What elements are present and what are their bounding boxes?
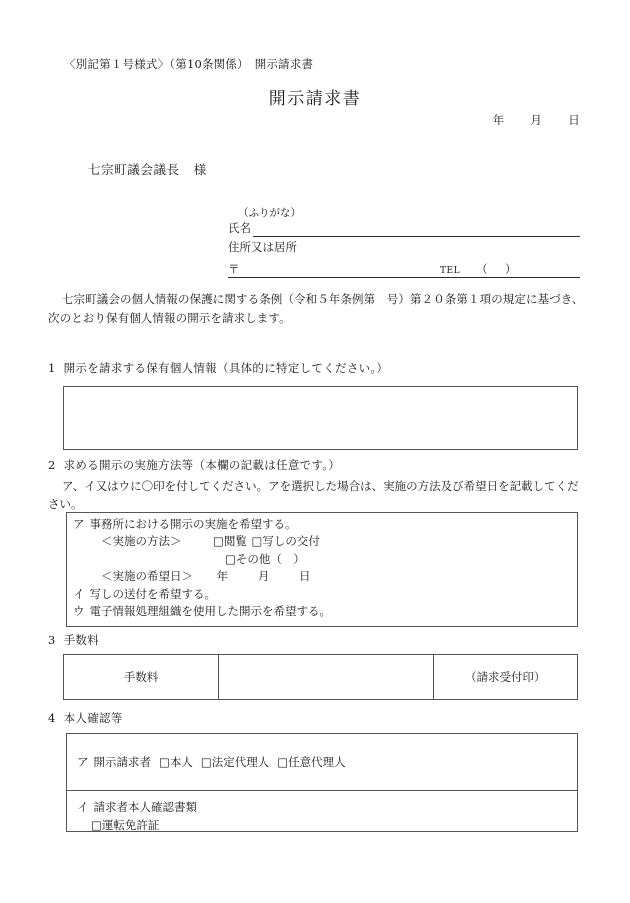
name-field-row [228,220,580,237]
furigana-label: （ふりがな） [238,207,301,219]
section-2-option-list [67,513,577,621]
form-code-label: 〈別記第１号様式〉（第10条関係） 開示請求書 [64,57,314,71]
option-a-text: 事務所における開示の実施を希望する。 [89,517,297,531]
address-label: 住所又は居所 [228,240,297,255]
addressee-honorific: 様 [193,162,207,177]
checkbox-voluntary-agent[interactable]: □任意代理人 [277,755,346,769]
checkbox-copy-delivery[interactable]: □写しの交付 [251,534,320,549]
section-3-title: 手数料 [63,633,100,647]
fee-label-cell: 手数料 [64,655,219,700]
method-other-row [73,551,577,568]
section-2-options-box [66,512,578,627]
option-b-marker: イ [73,586,85,601]
section-4-heading [48,710,123,726]
identity-documents-row [67,791,577,835]
table-row [64,655,578,700]
desired-date-label: ＜実施の希望日＞ [101,569,193,584]
date-year-label: 年 [492,113,505,127]
option-c-marker: ウ [73,604,85,619]
fee-amount-cell[interactable] [219,655,434,700]
postal-tel-row [228,261,580,278]
section-2-heading [48,457,340,473]
identity-requester-row [67,734,577,791]
section-3-number: 3 [48,633,56,647]
option-b-row[interactable] [73,586,577,603]
method-row [73,533,577,550]
receipt-stamp-cell: （請求受付印） [433,655,578,700]
section-4-number: 4 [48,711,56,725]
document-date-line [493,112,580,128]
section-2-number: 2 [48,458,56,472]
section-2-title: 求める開示の実施方法等（本欄の記載は任意です。） [63,458,341,472]
option-a-marker: ア [73,517,85,531]
date-day-label: 日 [568,113,580,127]
desired-date-month[interactable]: 月 [257,569,270,584]
option-b-text: 写しの送付を希望する。 [89,586,216,601]
section-1-number: 1 [48,361,56,375]
name-label: 氏名 [228,221,251,236]
desired-date-year[interactable]: 年 [216,569,229,584]
method-label: ＜実施の方法＞ [101,534,182,549]
identity-row-a-label: 開示請求者 [93,755,151,769]
identity-row-b-label: 請求者本人確認書類 [93,800,197,814]
option-c-row[interactable] [73,603,577,620]
checkbox-statutory-agent[interactable]: □法定代理人 [200,755,270,769]
ordinance-paragraph: 七宗町議会の個人情報の保護に関する条例（令和５年条例第 号）第２０条第１項の規定に基づき、次のとおり保有個人情報の開示を請求します。 [48,292,584,325]
identity-row-a-marker: ア [77,755,89,769]
applicant-block [228,206,580,278]
option-a-row[interactable] [73,516,577,533]
option-c-text: 電子情報処理組織を使用した開示を希望する。 [89,604,331,619]
desired-date-day[interactable]: 日 [298,569,311,584]
addressee-name: 七宗町議会議長 [88,162,180,177]
checkbox-inspection[interactable]: □閲覧 [213,534,247,549]
name-input-rule[interactable] [253,223,580,237]
checkbox-other[interactable]: □その他（ ） [225,551,305,566]
addressee-line [88,160,207,178]
section-1-title: 開示を請求する保有個人情報（具体的に特定してください。） [63,361,389,375]
date-month-label: 月 [530,113,543,127]
identity-row-b-heading [77,799,577,817]
section-4-identity-box [66,733,578,832]
section-1-entry-box[interactable] [63,386,578,450]
checkbox-drivers-license[interactable]: □運転免許証 [91,817,160,832]
fee-table [63,654,578,700]
page-title: 開示請求書 [268,89,362,109]
postal-mark-icon: 〒 [228,261,240,276]
section-2-instruction: ア、イ又はウに〇印を付してください。アを選択した場合は、実施の方法及び希望日を記載してください。 [48,479,579,511]
identity-row-b-marker: イ [77,800,89,814]
section-3-heading [48,632,99,648]
section-1-heading [48,360,388,376]
section-4-title: 本人確認等 [63,711,123,725]
tel-label: TEL [440,265,461,276]
tel-input-parens[interactable]: （ ） [476,261,520,276]
checkbox-self[interactable]: □本人 [159,755,193,769]
desired-date-row [73,568,577,585]
